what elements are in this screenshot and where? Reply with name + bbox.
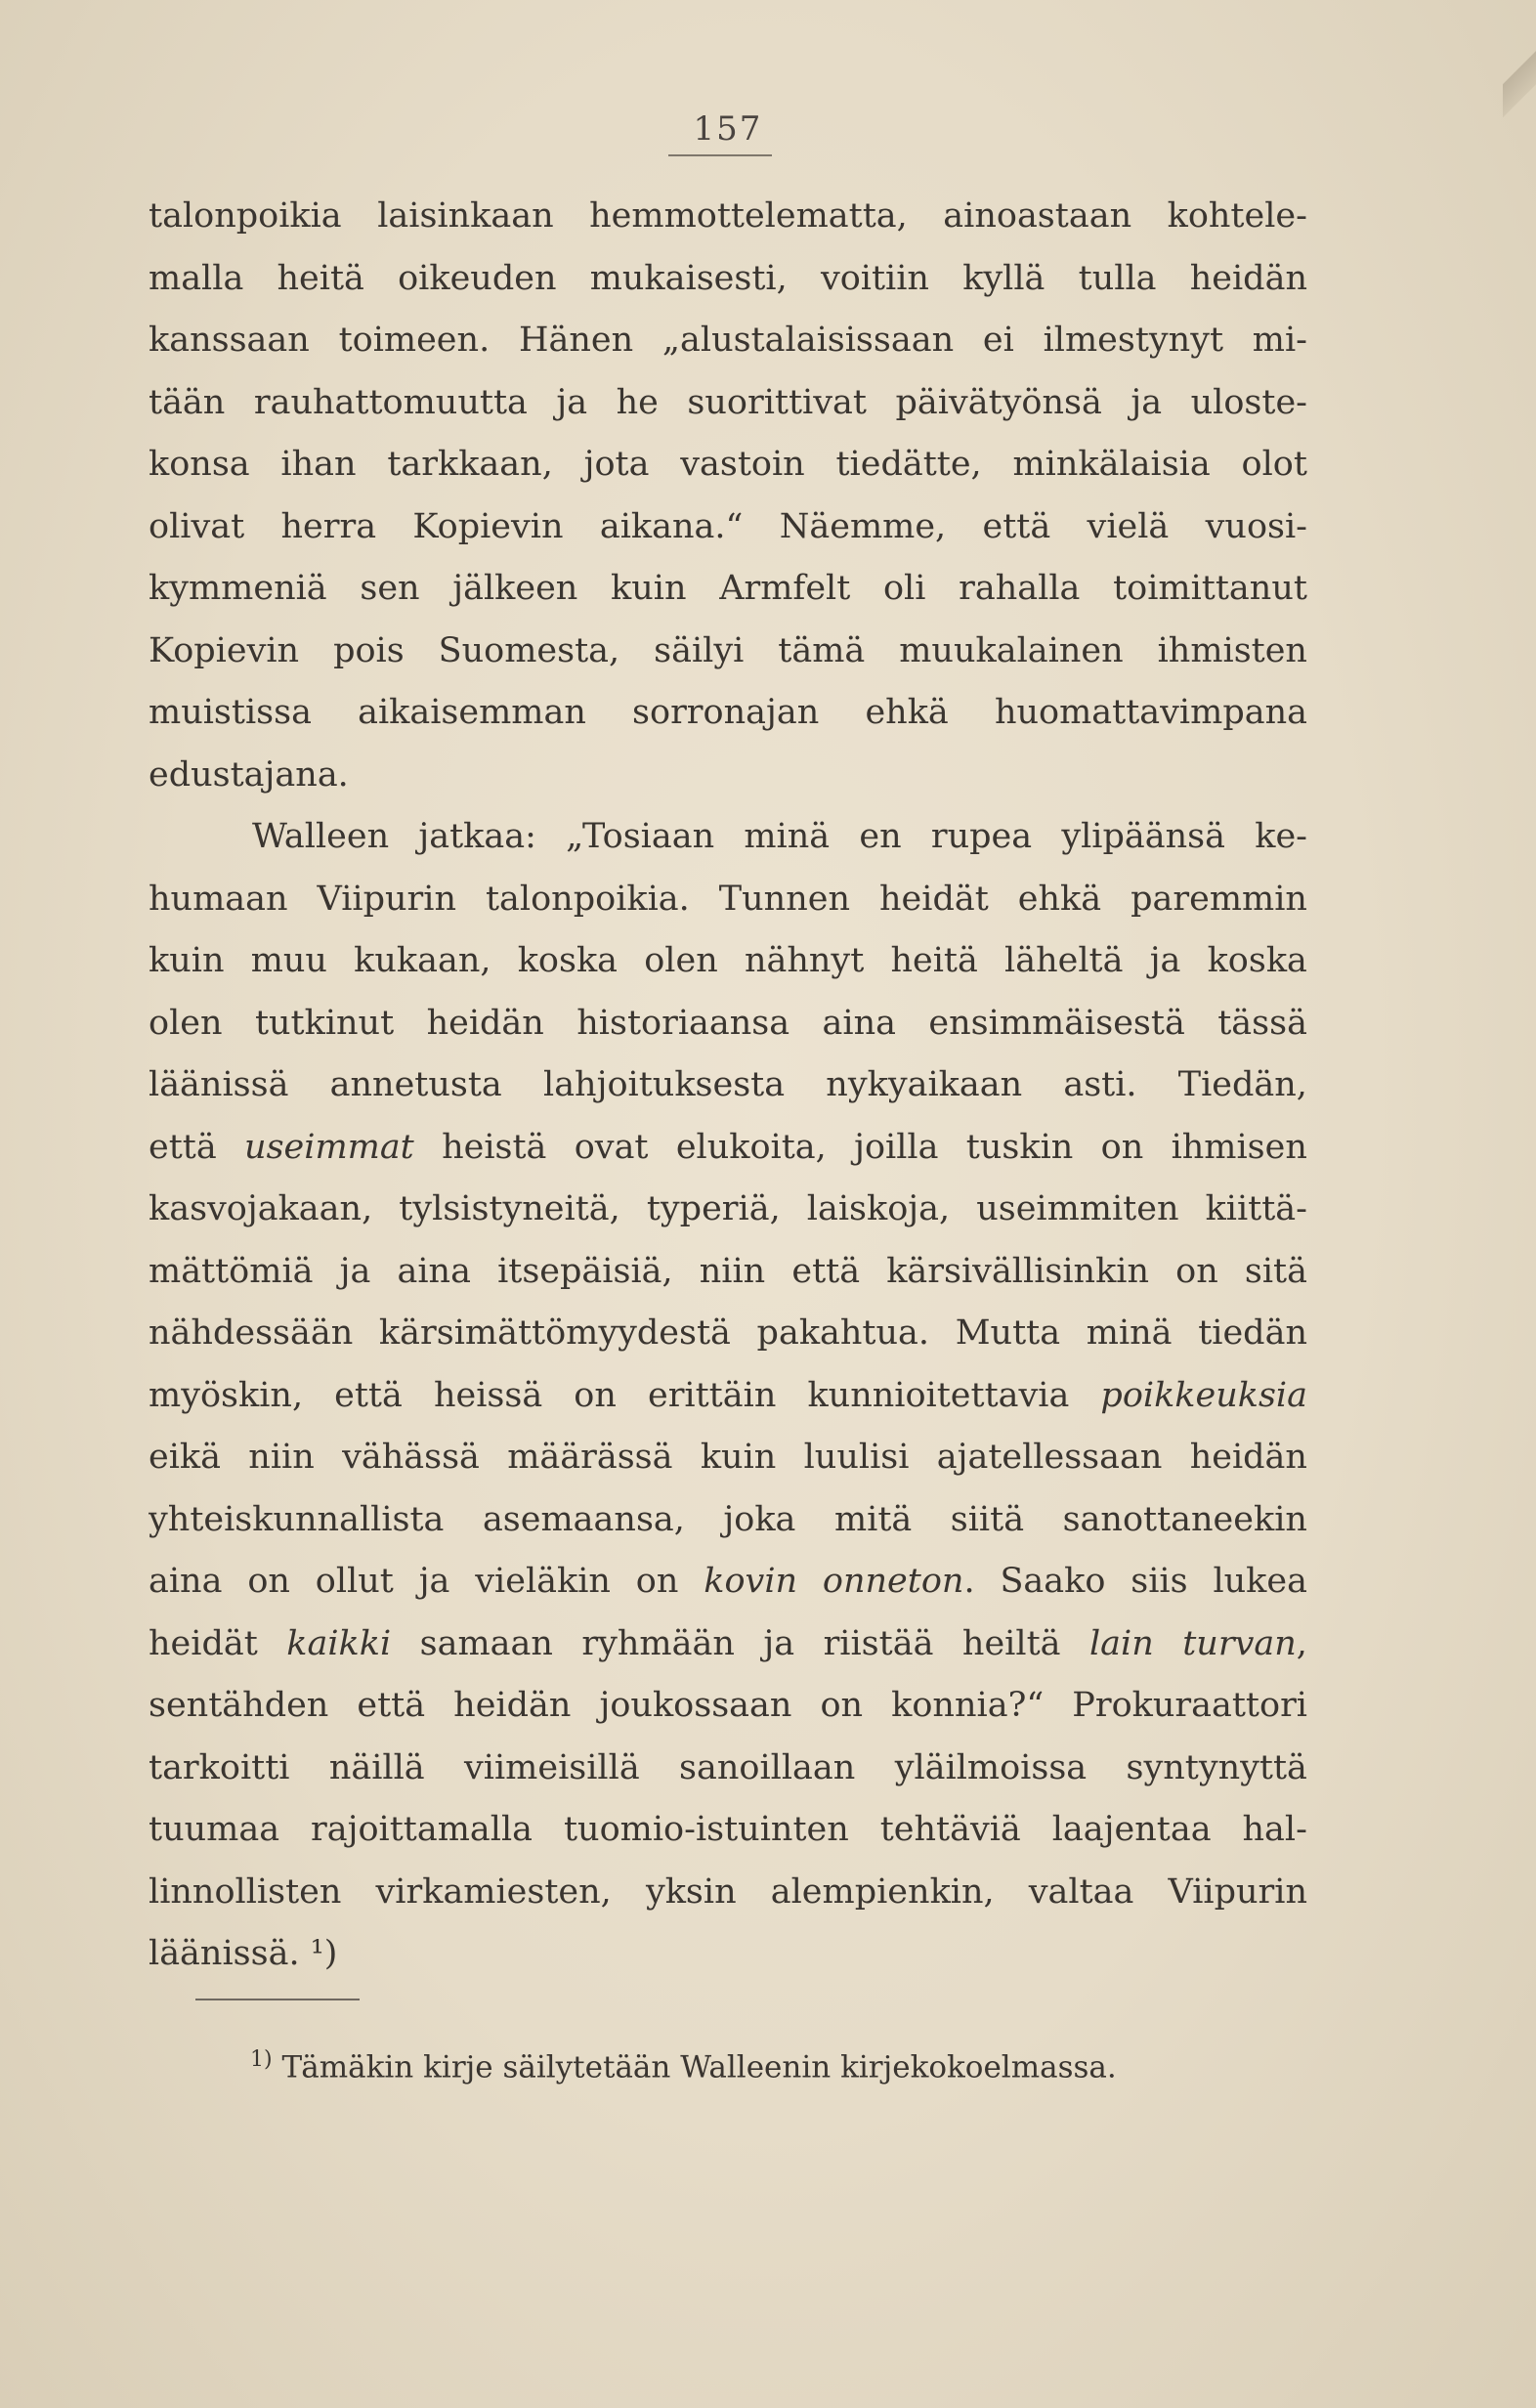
text-line: [149, 621, 1307, 683]
word: on: [247, 1562, 290, 1601]
word: olen: [644, 941, 718, 980]
word: Suomesta,: [438, 630, 620, 670]
footnote: [250, 2041, 1227, 2086]
word: ihmisten: [1157, 630, 1307, 670]
word: joka: [723, 1499, 796, 1539]
italic-word: poikkeuksia: [1100, 1375, 1307, 1415]
word: ja: [1149, 941, 1181, 980]
word: aina: [397, 1251, 471, 1291]
text-line: [149, 186, 1307, 248]
word: nähnyt: [744, 941, 865, 980]
text-line: [149, 1551, 1307, 1613]
word: annetusta: [329, 1065, 502, 1104]
word: minä: [1086, 1313, 1173, 1353]
word: kohtele-: [1167, 196, 1307, 236]
word: läänissä: [149, 1065, 289, 1104]
word: toimeen.: [338, 321, 491, 360]
word: konnia?“: [891, 1686, 1045, 1725]
word: vastoin: [680, 445, 805, 484]
word: paremmin: [1131, 879, 1307, 919]
word: ajatellessaan: [936, 1438, 1163, 1477]
word: heissä: [433, 1375, 543, 1415]
word: aikaisemman: [358, 693, 586, 732]
word: on: [820, 1686, 864, 1725]
word: sorronajan: [632, 693, 820, 732]
word: erittäin: [647, 1375, 777, 1415]
word: säilyi: [654, 630, 745, 670]
word: ja: [763, 1623, 795, 1663]
word: Armfelt: [719, 569, 851, 608]
word: Saako: [1000, 1562, 1106, 1601]
body-text: [149, 186, 1307, 1986]
word: että: [791, 1251, 861, 1291]
page-corner-mark: [1503, 39, 1536, 117]
word: herra: [280, 506, 377, 546]
word: niin: [699, 1251, 766, 1291]
word: jatkaa:: [418, 817, 536, 856]
word: ryhmään: [581, 1623, 735, 1663]
word: ehkä: [1017, 879, 1102, 919]
word: minkälaisia: [1012, 445, 1211, 484]
word: että: [149, 1127, 217, 1167]
text-line: [149, 372, 1307, 435]
text-line: [149, 1427, 1307, 1489]
word: Viipurin: [317, 879, 456, 919]
word: heitä: [277, 258, 364, 298]
word: tehtäviä: [879, 1810, 1021, 1849]
word: laiskoja,: [806, 1189, 951, 1228]
word: että: [334, 1375, 403, 1415]
italic-word: onneton.: [822, 1562, 975, 1601]
word: läänissä. ¹): [149, 1934, 338, 1973]
word: valtaa: [1028, 1871, 1134, 1912]
word: pois: [333, 630, 405, 670]
word: kuin: [611, 569, 687, 608]
word: ylipäänsä: [1061, 817, 1226, 856]
word: Mutta: [955, 1313, 1061, 1353]
word: jälkeen: [452, 569, 578, 608]
text-line: [149, 496, 1307, 559]
word: heitä: [890, 941, 978, 980]
text-line: [149, 1738, 1307, 1800]
word: koska: [1207, 941, 1307, 980]
word: ovat: [574, 1127, 649, 1167]
word: olivat: [149, 506, 245, 546]
word: linnollisten: [149, 1871, 342, 1912]
word: vielä: [1087, 506, 1170, 546]
word: kiittä-: [1205, 1189, 1307, 1228]
word: kärsimättömyydestä: [378, 1313, 731, 1353]
word: useimmiten: [976, 1189, 1179, 1228]
word: ihmisen: [1171, 1127, 1307, 1167]
word: tulla: [1078, 258, 1157, 298]
word: tuomio-istuinten: [563, 1810, 849, 1849]
word: kymmeniä: [149, 569, 327, 608]
word: heidän: [1189, 258, 1307, 298]
word: viimeisillä: [464, 1747, 640, 1787]
word: kukaan,: [354, 941, 491, 980]
word: tään: [149, 382, 226, 422]
word: heiltä: [961, 1623, 1061, 1663]
text-line: [149, 1862, 1307, 1924]
word: on: [635, 1562, 679, 1601]
word: historiaansa: [576, 1003, 790, 1043]
word: sentähden: [149, 1686, 329, 1725]
word: tuumaa: [149, 1810, 280, 1849]
word: he: [616, 382, 659, 422]
word: Tunnen: [718, 879, 851, 919]
word: vuosi-: [1205, 506, 1307, 546]
text-line: [149, 869, 1307, 931]
footnote-text: Tämäkin kirje säilytetään Walleenin kirjekokoelmassa.: [281, 2049, 1117, 2086]
footnote-marker: 1): [250, 2047, 273, 2072]
word: Prokuraattori: [1072, 1686, 1307, 1725]
word: syntynyttä: [1126, 1747, 1307, 1787]
word: „alustalaisissaan: [661, 321, 955, 360]
text-line: [149, 1179, 1307, 1241]
word: konsa: [149, 445, 250, 484]
word: kärsivällisinkin: [886, 1251, 1150, 1291]
text-line: [149, 310, 1307, 372]
word: elukoita,: [675, 1127, 827, 1167]
word: heidän: [453, 1686, 572, 1725]
word: tämä: [778, 630, 866, 670]
word: huomattavimpana: [994, 693, 1307, 732]
word: „Tosiaan: [566, 817, 715, 856]
word: samaan: [419, 1623, 553, 1663]
word: siis: [1131, 1562, 1188, 1601]
word: koska: [517, 941, 619, 980]
text-line: [149, 1675, 1307, 1738]
word: ja: [1131, 382, 1163, 422]
word: minä: [744, 817, 831, 856]
word: lukea: [1213, 1562, 1307, 1601]
word: suorittivat: [687, 382, 867, 422]
word: ilmestynyt: [1043, 321, 1224, 360]
text-line: [149, 248, 1307, 311]
text-line: [149, 1365, 1307, 1428]
word: hemmottelematta,: [589, 196, 908, 236]
word: ei: [982, 321, 1014, 360]
word: hal-: [1242, 1810, 1307, 1849]
word: rauhattomuutta: [253, 382, 528, 422]
word: tässä: [1217, 1003, 1307, 1043]
word: humaan: [149, 879, 288, 919]
word: lahjoituksesta: [543, 1065, 786, 1104]
word: on: [1100, 1127, 1144, 1167]
text-line: [149, 1923, 1307, 1986]
word: heidät: [149, 1623, 258, 1663]
word: talonpoikia: [149, 196, 342, 236]
word: kunnioitettavia: [807, 1375, 1070, 1415]
word: Näemme,: [779, 506, 947, 546]
word: voitiin: [820, 258, 929, 298]
text-line: [149, 434, 1307, 496]
word: tylsistyneitä,: [399, 1189, 620, 1228]
word: oikeuden: [398, 258, 557, 298]
italic-word: kovin: [704, 1562, 798, 1601]
word: siitä: [950, 1499, 1025, 1539]
word: että: [357, 1686, 426, 1725]
word: yksin: [645, 1871, 737, 1912]
word: aina: [822, 1003, 896, 1043]
page-number-rule: [668, 154, 772, 156]
word: en: [859, 817, 902, 856]
word: alempienkin,: [770, 1871, 995, 1912]
word: mi-: [1252, 321, 1307, 360]
italic-word: lain: [1088, 1623, 1154, 1663]
word: ihan: [280, 445, 357, 484]
word: vähässä: [342, 1438, 480, 1477]
text-line: [149, 1241, 1307, 1304]
word: Hänen: [518, 321, 634, 360]
word: kuin: [149, 941, 225, 980]
word: yläilmoissa: [894, 1747, 1088, 1787]
word: riistää: [823, 1623, 934, 1663]
word: aina: [149, 1562, 223, 1601]
word: virkamiesten,: [375, 1871, 612, 1912]
word: jota: [583, 445, 650, 484]
word: asti.: [1063, 1065, 1137, 1104]
word: tiedän: [1198, 1313, 1307, 1353]
word: heistä: [442, 1127, 547, 1167]
word: sitä: [1244, 1251, 1307, 1291]
word: edustajana.: [149, 754, 349, 795]
word: laajentaa: [1051, 1810, 1212, 1849]
word: Walleen: [252, 817, 390, 856]
word: muukalainen: [899, 630, 1124, 670]
word: yhteiskunnallista: [149, 1499, 445, 1539]
word: olot: [1241, 445, 1307, 484]
word: sanoillaan: [679, 1747, 856, 1787]
page-number: 157: [693, 109, 763, 149]
word: päivätyönsä: [895, 382, 1102, 422]
word: vieläkin: [475, 1562, 611, 1601]
word: Kopievin: [149, 630, 300, 670]
word: läheltä: [1004, 941, 1124, 980]
word: eikä: [149, 1438, 221, 1477]
word: että: [982, 506, 1051, 546]
word: kasvojakaan,: [149, 1189, 373, 1228]
word: ja: [556, 382, 588, 422]
word: nykyaikaan: [826, 1065, 1023, 1104]
word: joukossaan: [599, 1686, 792, 1725]
word: tarkoitti: [149, 1747, 290, 1787]
word: luulisi: [803, 1438, 910, 1477]
text-line: [149, 1117, 1307, 1180]
word: rupea: [930, 817, 1033, 856]
word: ainoastaan: [943, 196, 1132, 236]
text-line: [149, 745, 1307, 807]
word: ke-: [1255, 817, 1307, 856]
word: ja: [418, 1562, 450, 1601]
word: mukaisesti,: [589, 258, 788, 298]
word: heidän: [426, 1003, 544, 1043]
word: malla: [149, 258, 244, 298]
word: muistissa: [149, 693, 312, 732]
word: uloste-: [1190, 382, 1307, 422]
word: tarkkaan,: [387, 445, 553, 484]
word: tuskin: [965, 1127, 1074, 1167]
word: mitä: [833, 1499, 913, 1539]
word: heidät: [879, 879, 989, 919]
text-line: [149, 1799, 1307, 1862]
word: olen: [149, 1003, 223, 1043]
word: on: [574, 1375, 617, 1415]
word: ehkä: [865, 693, 949, 732]
word: on: [1175, 1251, 1218, 1291]
word: nähdessään: [149, 1313, 354, 1353]
word: toimittanut: [1113, 569, 1307, 608]
word: itsepäisiä,: [497, 1251, 673, 1291]
word: niin: [248, 1438, 315, 1477]
word: tiedätte,: [835, 445, 982, 484]
italic-word: useimmat: [244, 1127, 414, 1167]
text-line: [149, 1054, 1307, 1117]
word: kanssaan: [149, 321, 310, 360]
word: ensimmäisestä: [928, 1003, 1185, 1043]
word: myöskin,: [149, 1375, 304, 1415]
word: rahalla: [959, 569, 1081, 608]
word: heidän: [1189, 1438, 1307, 1477]
word: rajoittamalla: [311, 1810, 533, 1849]
footnote-rule: [195, 1999, 360, 2000]
word: Kopievin: [412, 506, 564, 546]
word: tutkinut: [254, 1003, 395, 1043]
word: sanottaneekin: [1062, 1499, 1307, 1539]
word: Tiedän,: [1177, 1065, 1307, 1104]
text-line: [149, 930, 1307, 993]
word: muu: [250, 941, 327, 980]
word: pakahtua.: [756, 1313, 930, 1353]
word: joilla: [854, 1127, 939, 1167]
word: ja: [339, 1251, 371, 1291]
text-line: [149, 682, 1307, 745]
word: laisinkaan: [377, 196, 554, 236]
word: typeriä,: [646, 1189, 781, 1228]
word: kyllä: [962, 258, 1045, 298]
text-line: [149, 993, 1307, 1055]
word: oli: [882, 569, 926, 608]
word: määrässä: [507, 1438, 673, 1477]
italic-word: kaikki: [286, 1623, 392, 1663]
text-line: [149, 1489, 1307, 1552]
italic-word: turvan,: [1182, 1623, 1307, 1663]
text-line: [149, 1613, 1307, 1676]
text-line: [149, 806, 1307, 869]
word: ollut: [315, 1562, 394, 1601]
text-line: [149, 1303, 1307, 1365]
word: talonpoikia.: [485, 879, 690, 919]
word: aikana.“: [599, 506, 744, 546]
word: näillä: [328, 1747, 425, 1787]
text-line: [149, 558, 1307, 621]
word: sen: [360, 569, 420, 608]
word: asemaansa,: [482, 1499, 685, 1539]
word: mättömiä: [149, 1251, 314, 1291]
word: Viipurin: [1168, 1871, 1307, 1912]
word: kuin: [700, 1438, 777, 1477]
